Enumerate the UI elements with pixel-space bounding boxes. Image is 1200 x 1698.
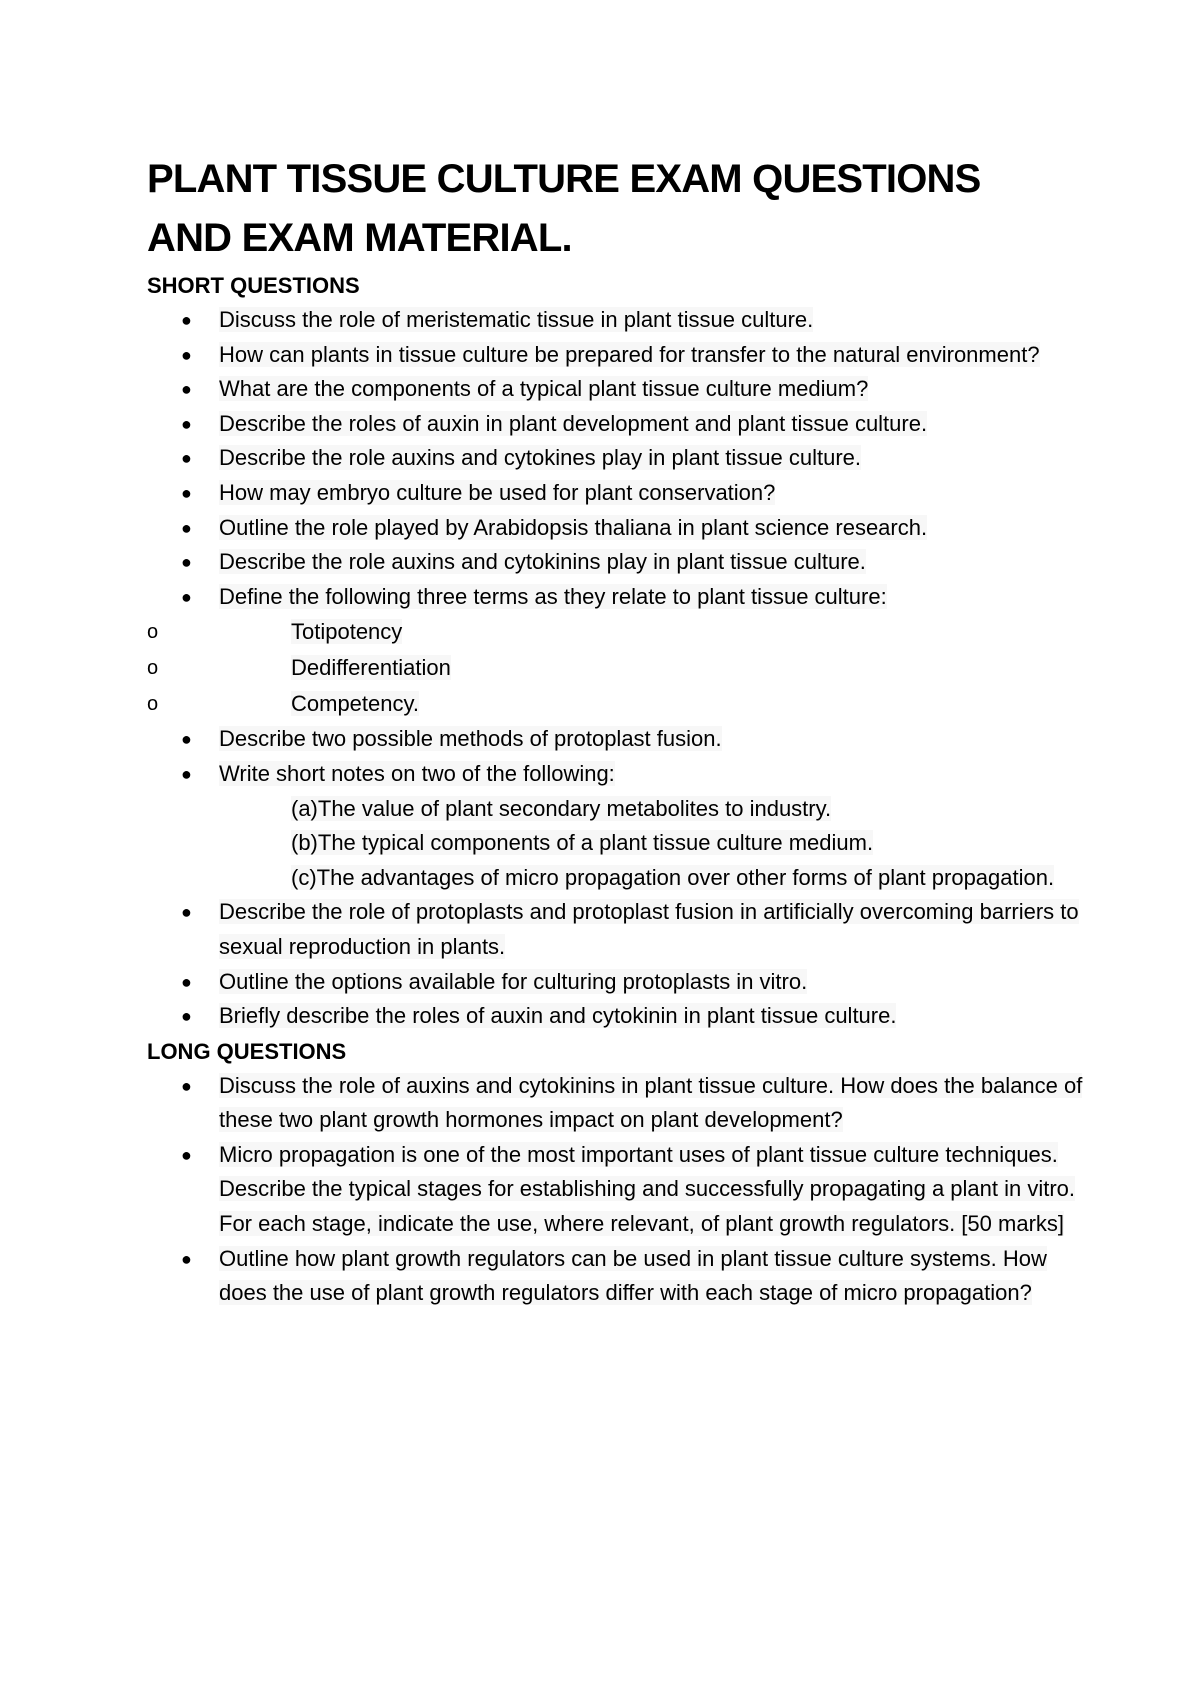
bullet-icon: ● [181, 552, 192, 573]
short-question-12: ● Describe the role of protoplasts and protoplast fusion in artificially overcoming barriers to sexual reproduction in plants. [147, 895, 1087, 964]
long-questions-heading: LONG QUESTIONS [147, 1038, 347, 1064]
terms-list [147, 614, 1087, 722]
short-question-2: ● How can plants in tissue culture be prepared for transfer to the natural environment? [147, 338, 1087, 373]
term-item: o Competency. [219, 686, 1087, 722]
title-line-2: AND EXAM MATERIAL. [147, 216, 572, 260]
long-question-2: ● Micro propagation is one of the most important uses of plant tissue culture techniques. Describe the typical stages for establishing and successfully propagating a plant in vitro. For each stage, indicate the use, where relevant, of plant growth regulators. [50 marks] [147, 1138, 1087, 1242]
bullet-icon: ● [181, 763, 192, 784]
circle-bullet-icon: o [147, 693, 159, 716]
bullet-icon: ● [181, 310, 192, 330]
circle-bullet-icon: o [147, 657, 159, 680]
document-title [147, 150, 1087, 268]
short-question-8: ● Describe the role auxins and cytokinins play in plant tissue culture. [147, 545, 1087, 580]
bullet-icon: ● [181, 902, 192, 923]
note-option: (c)The advantages of micro propagation over other forms of plant propagation. [291, 864, 1055, 890]
short-questions-list [147, 303, 1087, 1034]
bullet-icon: ● [181, 1006, 192, 1027]
short-questions-heading: SHORT QUESTIONS [147, 273, 360, 298]
bullet-icon: ● [181, 1144, 192, 1165]
bullet-icon: ● [181, 413, 192, 434]
short-question-10: ● Describe two possible methods of protoplast fusion. [147, 722, 1087, 757]
note-option: (a)The value of plant secondary metabolites to industry. [291, 795, 832, 821]
short-question-14: ● Briefly describe the roles of auxin and cytokinin in plant tissue culture. [147, 999, 1087, 1034]
document-page [147, 150, 1087, 1311]
short-question-3: ● What are the components of a typical plant tissue culture medium? [147, 372, 1087, 407]
long-question-3: ● Outline how plant growth regulators can be used in plant tissue culture systems. How does the use of plant growth regulators differ with each stage of micro propagation? [147, 1242, 1087, 1311]
notes-options [219, 792, 1087, 896]
short-question-9: ● Define the following three terms as they relate to plant tissue culture: o Totipotency o Dedifferentiation o Competency. [147, 580, 1087, 723]
long-questions-list [147, 1069, 1087, 1311]
bullet-icon: ● [181, 971, 192, 992]
note-option: (b)The typical components of a plant tissue culture medium. [291, 830, 874, 856]
short-question-7: ● Outline the role played by Arabidopsis thaliana in plant science research. [147, 511, 1087, 546]
bullet-icon: ● [181, 448, 192, 469]
short-question-1: ● Discuss the role of meristematic tissue in plant tissue culture. [147, 303, 1087, 338]
short-question-5: ● Describe the role auxins and cytokines play in plant tissue culture. [147, 441, 1087, 476]
bullet-icon: ● [181, 586, 192, 607]
short-question-6: ● How may embryo culture be used for plant conservation? [147, 476, 1087, 511]
long-question-1: ● Discuss the role of auxins and cytokinins in plant tissue culture. How does the balance of these two plant growth hormones impact on plant development? [147, 1069, 1087, 1138]
term-item: o Dedifferentiation [219, 650, 1087, 686]
term-item: o Totipotency [219, 614, 1087, 650]
bullet-icon: ● [181, 1248, 192, 1269]
bullet-icon: ● [181, 1075, 192, 1096]
bullet-icon: ● [181, 344, 192, 365]
title-line-1: PLANT TISSUE CULTURE EXAM QUESTIONS [147, 157, 981, 201]
bullet-icon: ● [181, 482, 192, 503]
bullet-icon: ● [181, 729, 192, 750]
bullet-icon: ● [181, 379, 192, 400]
short-question-11: ● Write short notes on two of the following: (a)The value of plant secondary metabolites to industry. (b)The typical components of a plant tissue culture medium. (c)The advantages of micro propagation over other forms of plant propagation. [147, 757, 1087, 895]
bullet-icon: ● [181, 517, 192, 538]
short-question-13: ● Outline the options available for culturing protoplasts in vitro. [147, 965, 1087, 1000]
circle-bullet-icon: o [147, 621, 159, 644]
short-question-4: ● Describe the roles of auxin in plant development and plant tissue culture. [147, 407, 1087, 442]
